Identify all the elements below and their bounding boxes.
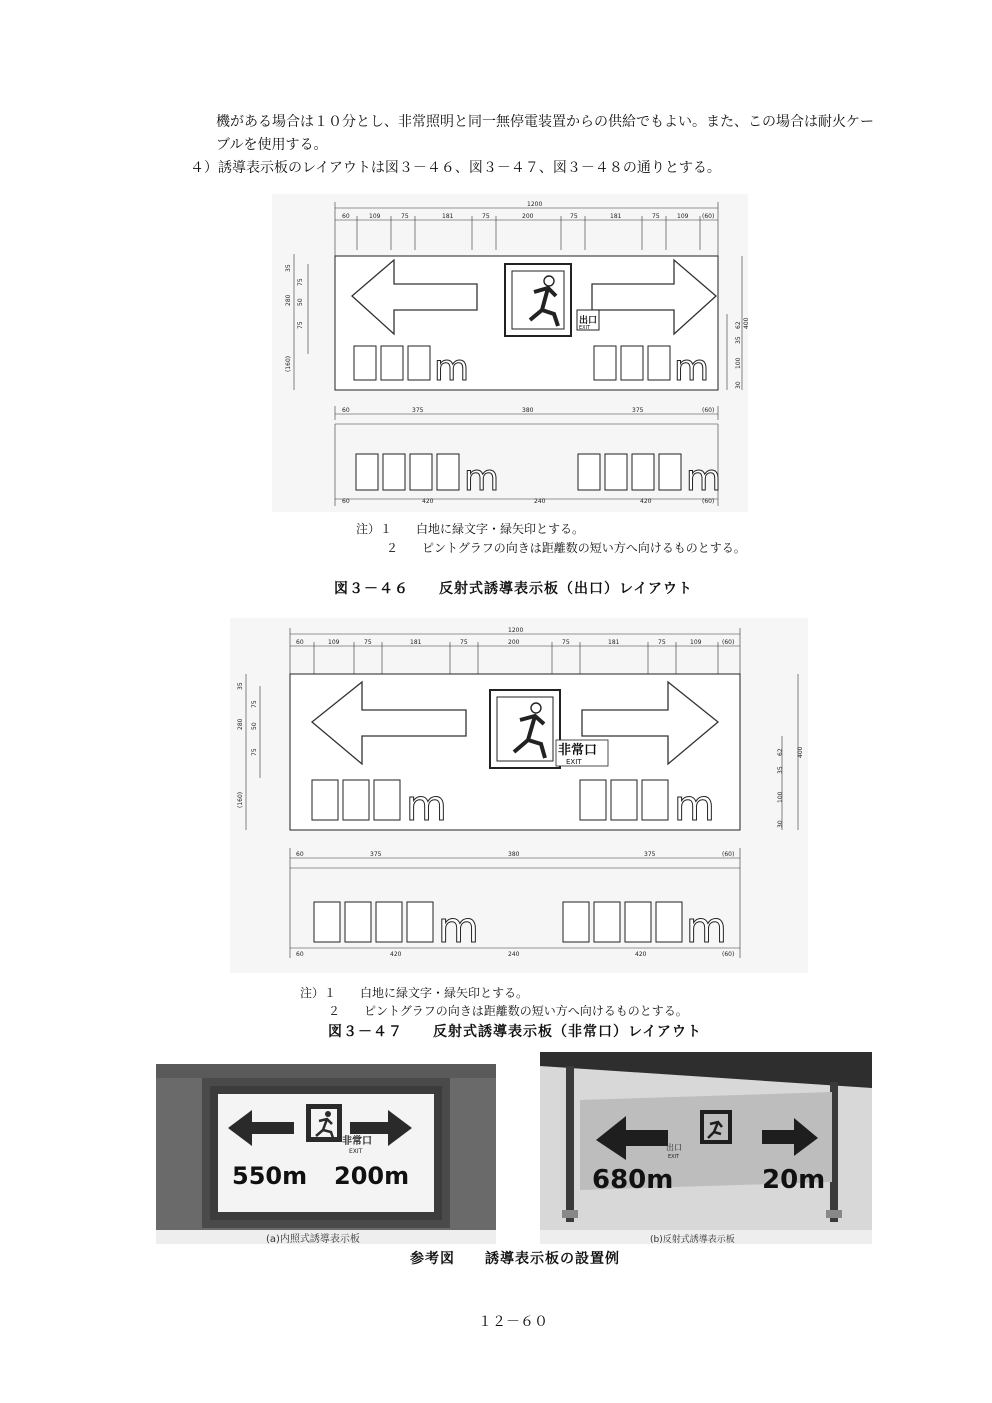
svg-text:200: 200 [508, 639, 520, 646]
svg-text:109: 109 [328, 639, 340, 646]
svg-text:(a)内照式誘導表示板: (a)内照式誘導表示板 [266, 1234, 360, 1245]
svg-text:400: 400 [797, 746, 804, 758]
dim-total: 1200 [527, 201, 543, 208]
svg-text:(60): (60) [702, 213, 715, 220]
svg-text:EXIT: EXIT [668, 1154, 680, 1160]
svg-text:375: 375 [370, 851, 382, 858]
sign-label-46: 出口 [579, 316, 598, 326]
svg-text:100: 100 [777, 791, 784, 803]
svg-text:75: 75 [297, 321, 304, 329]
svg-text:1200: 1200 [508, 627, 524, 634]
svg-text:375: 375 [412, 407, 424, 414]
svg-text:m: m [674, 781, 715, 830]
svg-text:420: 420 [640, 498, 652, 505]
svg-text:375: 375 [632, 407, 644, 414]
svg-text:181: 181 [610, 213, 622, 220]
svg-text:非常口: 非常口 [342, 1136, 372, 1147]
svg-text:420: 420 [390, 951, 402, 958]
svg-text:75: 75 [460, 639, 468, 646]
svg-text:75: 75 [570, 213, 578, 220]
svg-text:181: 181 [442, 213, 454, 220]
svg-text:60: 60 [342, 498, 350, 505]
svg-text:35: 35 [237, 682, 244, 690]
svg-text:109: 109 [690, 639, 702, 646]
svg-text:m: m [406, 781, 447, 830]
figure-47-caption: 図３－４７ 反射式誘導表示板（非常口）レイアウト [328, 1024, 702, 1040]
svg-text:m: m [438, 903, 479, 952]
svg-text:(160): (160) [237, 791, 244, 808]
svg-text:(60): (60) [702, 498, 715, 505]
svg-text:62: 62 [735, 321, 742, 329]
svg-text:75: 75 [652, 213, 660, 220]
svg-text:35: 35 [285, 264, 292, 272]
svg-text:EXIT: EXIT [349, 1148, 363, 1155]
svg-text:35: 35 [735, 336, 742, 344]
svg-text:出口: 出口 [666, 1143, 682, 1152]
svg-text:62: 62 [777, 748, 784, 756]
svg-text:380: 380 [508, 851, 520, 858]
svg-text:(60): (60) [722, 951, 735, 958]
svg-text:(60): (60) [722, 639, 735, 646]
svg-text:30: 30 [735, 381, 742, 389]
svg-text:75: 75 [401, 213, 409, 220]
svg-text:100: 100 [735, 357, 742, 369]
svg-text:m: m [674, 348, 710, 389]
svg-text:375: 375 [644, 851, 656, 858]
svg-text:m: m [434, 348, 470, 389]
svg-text:m: m [464, 458, 500, 499]
svg-text:50: 50 [297, 298, 304, 306]
svg-text:109: 109 [369, 213, 381, 220]
body-text-line3: ４）誘導表示板のレイアウトは図３－４６、図３－４７、図３－４８の通りとする。 [190, 160, 721, 176]
svg-text:75: 75 [482, 213, 490, 220]
svg-text:(60): (60) [722, 851, 735, 858]
svg-text:60: 60 [296, 639, 304, 646]
photo-b-reflective-sign [540, 1052, 872, 1244]
svg-text:400: 400 [743, 317, 750, 329]
sign-label-47: 非常口 [558, 743, 598, 758]
fig47-note2: ２ ピントグラフの向きは距離数の短い方へ向けるものとする。 [328, 1004, 688, 1018]
svg-text:380: 380 [522, 407, 534, 414]
svg-text:m: m [686, 458, 722, 499]
svg-text:50: 50 [251, 722, 258, 730]
fig46-note2: ２ ピントグラフの向きは距離数の短い方へ向けるものとする。 [386, 541, 746, 555]
svg-text:280: 280 [237, 718, 244, 730]
svg-text:EXIT: EXIT [566, 758, 582, 766]
photo-a-distance-right: 200m [334, 1162, 410, 1190]
svg-text:280: 280 [285, 294, 292, 306]
svg-text:75: 75 [251, 748, 258, 756]
svg-text:(160): (160) [285, 355, 292, 372]
page-number: １２－６０ [478, 1314, 548, 1330]
photo-b-distance-right: 20m [762, 1165, 826, 1195]
photo-b-distance-left: 680m [592, 1165, 674, 1195]
svg-text:m: m [686, 903, 727, 952]
svg-text:60: 60 [342, 213, 350, 220]
photo-a-illuminated-sign [156, 1064, 496, 1244]
svg-text:181: 181 [608, 639, 620, 646]
fig46-note1: 注）１ 白地に緑文字・緑矢印とする。 [356, 522, 585, 536]
figure-46-caption: 図３－４６ 反射式誘導表示板（出口）レイアウト [334, 581, 693, 597]
svg-text:30: 30 [777, 820, 784, 828]
reference-figure-caption: 参考図 誘導表示板の設置例 [410, 1251, 620, 1267]
svg-text:(60): (60) [702, 407, 715, 414]
svg-text:75: 75 [364, 639, 372, 646]
svg-text:420: 420 [422, 498, 434, 505]
svg-text:240: 240 [534, 498, 546, 505]
photo-a-distance-left: 550m [232, 1162, 308, 1190]
body-text-line1: 機がある場合は１０分とし、非常照明と同一無停電装置からの供給でもよい。また、この場合は耐火ケー [216, 114, 874, 130]
svg-text:60: 60 [342, 407, 350, 414]
svg-text:EXIT: EXIT [579, 325, 591, 331]
svg-text:75: 75 [658, 639, 666, 646]
svg-text:420: 420 [635, 951, 647, 958]
svg-text:75: 75 [562, 639, 570, 646]
svg-text:(b)反射式誘導表示板: (b)反射式誘導表示板 [650, 1235, 735, 1245]
figure-46-diagram [272, 194, 748, 512]
svg-text:181: 181 [410, 639, 422, 646]
fig47-note1: 注）１ 白地に緑文字・緑矢印とする。 [300, 986, 529, 1000]
svg-text:35: 35 [777, 766, 784, 774]
svg-text:240: 240 [508, 951, 520, 958]
svg-text:75: 75 [251, 700, 258, 708]
svg-text:60: 60 [296, 951, 304, 958]
svg-text:200: 200 [522, 213, 534, 220]
svg-text:109: 109 [677, 213, 689, 220]
figure-47-diagram [230, 618, 808, 973]
svg-text:60: 60 [296, 851, 304, 858]
svg-text:75: 75 [297, 278, 304, 286]
body-text-line2: ブルを使用する。 [216, 137, 328, 153]
